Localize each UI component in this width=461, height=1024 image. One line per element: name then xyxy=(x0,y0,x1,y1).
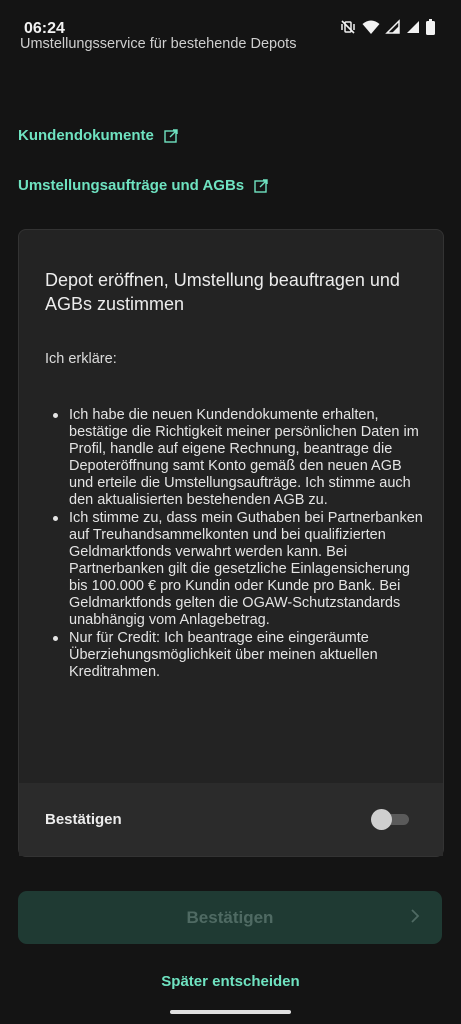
wifi-icon xyxy=(362,19,380,35)
orders-agb-label: Umstellungsaufträge und AGBs xyxy=(18,177,245,194)
signal-icon xyxy=(386,20,400,34)
decide-later-link[interactable]: Später entscheiden xyxy=(161,973,300,990)
clipped-list-item-text: Umstellungsservice für bestehende Depots xyxy=(20,36,297,52)
declaration-list xyxy=(45,407,425,682)
confirm-button-label: Bestätigen xyxy=(186,908,274,927)
customer-documents-link[interactable] xyxy=(18,127,178,144)
battery-icon xyxy=(426,19,435,35)
confirm-label: Bestätigen xyxy=(45,811,122,828)
external-link-icon xyxy=(164,129,178,143)
list-item: Ich stimme zu, dass mein Guthaben bei Partnerbanken auf Treuhandsammelkonten und bei qualifizierten Geldmarktfonds verwahrt werden kann. Bei Partnerbanken gilt die gesetzliche Einlagensicherung bis 100.000 € pro Kundin oder Kunde pro Bank. Bei Geldmarktfonds gelten die OGAW-Schutzstandards unabhängig vom Anlagebetrag. xyxy=(45,510,425,629)
list-item: Nur für Credit: Ich beantrage eine eingeräumte Überziehungsmöglichkeit über meinen aktuellen Kreditrahmen. xyxy=(45,630,425,681)
consent-card xyxy=(18,229,444,857)
orders-agb-link[interactable] xyxy=(18,177,268,194)
status-time: 06:24 xyxy=(24,20,65,37)
confirm-button[interactable] xyxy=(18,891,442,944)
confirm-toggle[interactable] xyxy=(371,809,409,829)
vibrate-off-icon xyxy=(340,19,356,35)
list-item: Ich habe die neuen Kundendokumente erhalten, bestätige die Richtigkeit meiner persönlichen Daten im Profil, handle auf eigene Rechnung, beantrage die Depoteröffnung samt Konto gemäß den neuen AGB und erteile die Umstellungsaufträge. Ich stimme auch den aktualisierten bestehenden AGB zu. xyxy=(45,407,425,509)
home-indicator xyxy=(170,1010,291,1014)
card-title: Depot eröffnen, Umstellung beauftragen und AGBs zustimmen xyxy=(45,270,400,314)
confirm-row xyxy=(19,783,443,856)
toggle-thumb xyxy=(371,809,392,830)
customer-documents-label: Kundendokumente xyxy=(18,127,154,144)
card-intro: Ich erkläre: xyxy=(45,351,117,367)
chevron-right-icon xyxy=(410,908,420,924)
status-icons xyxy=(340,19,435,35)
signal-icon-2 xyxy=(406,20,420,34)
clipped-list-item xyxy=(20,36,400,63)
external-link-icon xyxy=(254,179,268,193)
